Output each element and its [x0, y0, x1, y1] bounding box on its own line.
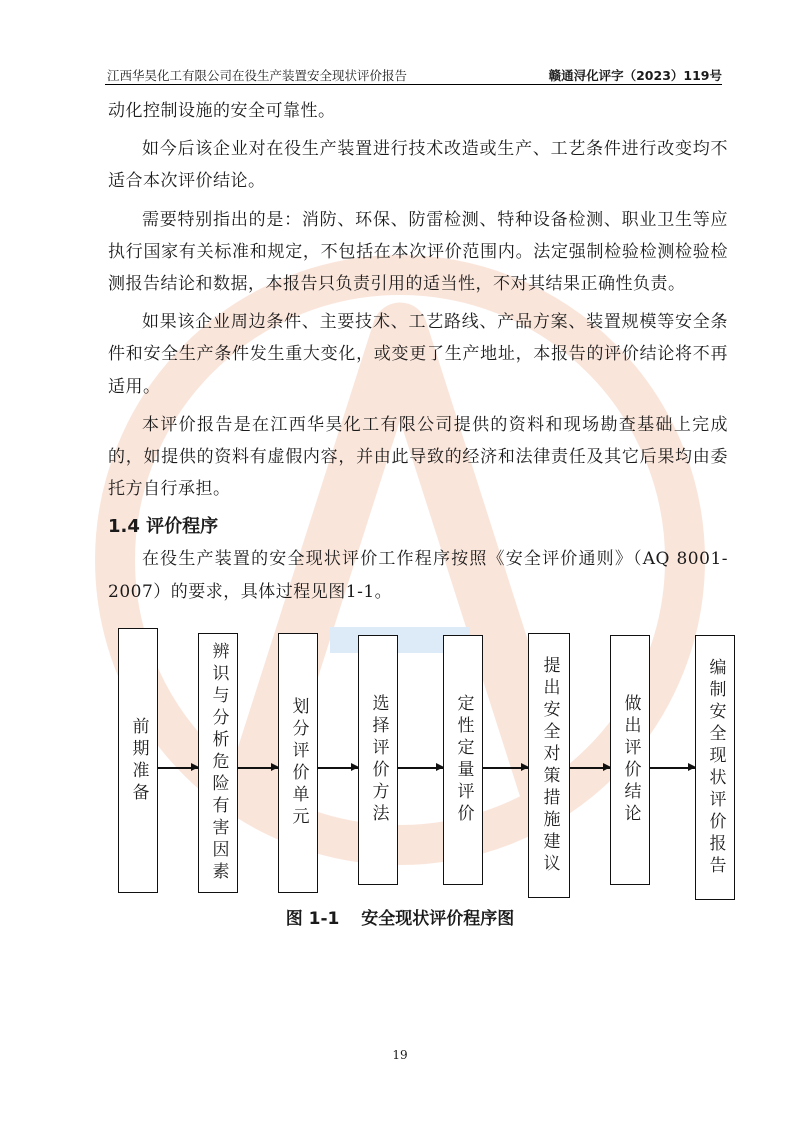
figure-number: 图 1-1: [285, 909, 340, 929]
flow-step: [358, 635, 398, 885]
flow-step-label: 辨识与分析危险有害因素: [208, 642, 229, 884]
flow-step-label: 划分评价单元: [288, 697, 309, 829]
paragraph: 需要特别指出的是：消防、环保、防雷检测、特种设备检测、职业卫生等应执行国家有关标准和规定，不包括在本次评价范围内。法定强制检验检测检验检测报告结论和数据，本报告只负责引用的适当性，不对其结果正确性负责。: [108, 209, 728, 295]
figure-caption: [0, 904, 800, 929]
section-paragraph: 在役生产装置的安全现状评价工作程序按照《安全评价通则》（AQ 8001-2007）的要求，具体过程见图1-1。: [108, 549, 728, 602]
flow-step-label: 编制安全现状评价报告: [705, 657, 726, 878]
flow-arrow: [158, 767, 198, 769]
flow-arrow: [318, 767, 358, 769]
flow-arrow: [570, 767, 610, 769]
page-header: [105, 64, 722, 85]
flow-step-label: 前期准备: [128, 716, 149, 805]
flow-step-label: 选择评价方法: [368, 694, 389, 826]
flow-step: [695, 635, 735, 900]
header-report-number: 赣通浔化评字（2023）119号: [548, 68, 722, 83]
paragraph: 如果该企业周边条件、主要技术、工艺路线、产品方案、装置规模等安全条件和安全生产条件发生重大变化，或变更了生产地址，本报告的评价结论将不再适用。: [108, 312, 728, 397]
flow-step: [610, 635, 650, 885]
body-text: [108, 95, 728, 614]
paragraph: 如今后该企业对在役生产装置进行技术改造或生产、工艺条件进行改变均不适合本次评价结论。: [108, 139, 728, 192]
flow-arrow: [650, 767, 695, 769]
flow-step-label: 定性定量评价: [453, 694, 474, 826]
flow-step: [528, 633, 570, 898]
flow-step: [198, 633, 238, 893]
flow-arrow: [238, 767, 278, 769]
flow-step: [118, 628, 158, 893]
flow-arrow: [398, 767, 443, 769]
header-report-title: 江西华昊化工有限公司在役生产装置安全现状评价报告: [107, 68, 408, 83]
paragraph: 动化控制设施的安全可靠性。: [108, 101, 336, 121]
flow-step: [443, 635, 483, 885]
flow-step-label: 提出安全对策措施建议: [539, 655, 560, 876]
flow-step: [278, 633, 318, 893]
paragraph: 本评价报告是在江西华昊化工有限公司提供的资料和现场勘查基础上完成的，如提供的资料有虚假内容，并由此导致的经济和法律责任及其它后果均由委托方自行承担。: [108, 414, 728, 500]
page-number: 19: [392, 1048, 408, 1062]
section-heading: 1.4 评价程序: [108, 516, 219, 538]
flow-arrow: [483, 767, 528, 769]
figure-title: 安全现状评价程序图: [361, 909, 515, 929]
flow-step-label: 做出评价结论: [620, 694, 641, 826]
